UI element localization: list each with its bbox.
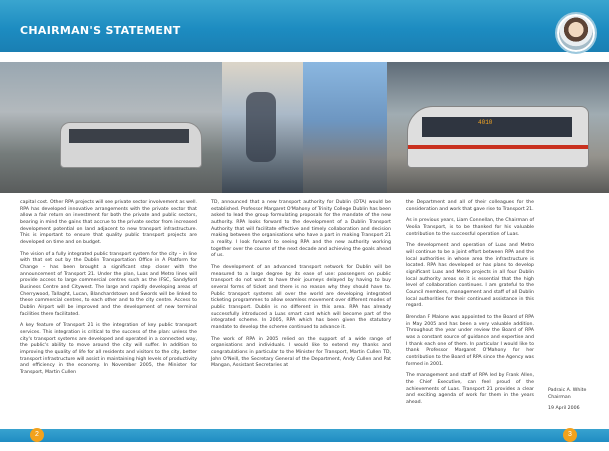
paragraph: As in previous years, Liam Connellan, the Chairman of Veolia Transport, is to be thanked for his valuable contribution to the successful operation of Luas. xyxy=(406,218,534,237)
blurred-commuter xyxy=(246,92,276,162)
signature-block xyxy=(548,388,603,412)
paragraph: Brendan F Malone was appointed to the Board of RPA in May 2005 and has been a very valuable addition. Throughout the year under review the Board of RPA was a constant source of guidance and expertise and I thank each one of them. In particular I would like to thank Professor Margaret O'Mahony for her contribution to the Board of RPA since the Agency was formed in 2001. xyxy=(406,315,534,367)
text-column-1 xyxy=(20,200,197,382)
text-column-3 xyxy=(406,200,534,412)
paragraph: The management and staff of RPA led by Frank Allen, the Chief Executive, can feel proud of the achievements of Luas. Transport 21 provides a clear and exciting agenda of work for them in the years ahead. xyxy=(406,373,534,406)
photo-tram-4010 xyxy=(387,62,609,193)
paragraph: capital cost. Other RPA projects will see private sector involvement as well. RPA has developed innovative arrangements with the private sector that allow a fair return on investment for both the private and public sectors, bearing in mind the gains that accrue to the private sector from increased development potential on land adjacent to new transport infrastructure. This is important to ensure that quality public transport projects are developed on time and on budget. xyxy=(20,200,197,246)
paragraph: The vision of a fully integrated public transport system for the city – in line with that set out by the Dublin Transportation Office in A Platform for Change – has been brought a significant step closer with the announcement of Transport 21. Under the plan, Luas and Metro lines will provide access to large commercial centres such as the IFSC, Sandyford Business Centre and Citywest. The large and rapidly developing areas of Cherrywood, Tallaght, Lucan, Blanchardstown and Swords will be linked to these commercial centres, to each other and to the city centre. Access to Dublin Airport will be improved and the development of new terminal facilities there facilitated. xyxy=(20,251,197,317)
photo-strip xyxy=(0,62,609,193)
paragraph: the Department and all of their colleagues for the consideration and work that gave rise to Transport 21. xyxy=(406,200,534,212)
paragraph: The development of an advanced transport network for Dublin will be measured to a large degree by its ease of use: passengers on public transport do not want to have their journeys delayed by having to buy several forms of ticket and there is no reason why they should have to. Public transport systems all over the world are developing integrated ticketing programmes to allow seamless movement over different modes of public transport. Dublin is no different in this area. RPA has already successfully introduced a Luas smart card which will become part of the integrated scheme. In 2005, RPA which has been given the statutory mandate to develop the scheme continued to advance it. xyxy=(211,265,391,331)
signature-date: 19 April 2006 xyxy=(548,405,580,411)
page-number-left: 2 xyxy=(30,428,44,442)
photo-escalator xyxy=(222,62,303,193)
tram-right xyxy=(407,106,589,168)
photo-tram-street xyxy=(0,62,222,193)
signature-role: Chairman xyxy=(548,394,571,400)
paragraph: The work of RPA in 2005 relied on the support of a wide range of organisations and individuals. I would like to extend my thanks and congratulations in particular to the Minister for Transport, Martin Cullen TD, John O'Neill, the Secretary General of the Department, Andy Cullen and Pat Mangan, Assistant Secretaries at xyxy=(211,336,391,369)
text-column-2 xyxy=(211,200,391,375)
signature-name: Padraic A. White xyxy=(548,388,587,393)
page-title: CHAIRMAN'S STATEMENT xyxy=(20,24,181,37)
header-bar xyxy=(0,0,609,52)
page-number-right: 3 xyxy=(563,428,577,442)
chairman-portrait xyxy=(557,14,595,52)
paragraph: TD, announced that a new transport authority for Dublin (DTA) would be established. Professor Margaret O'Mahony of Trinity College Dublin has been asked to lead the group formulating proposals for the mandate of the new authority. RPA looks forward to the development of a Dublin Transport Authority that will facilitate effective and timely collaboration and decision making between the organisations who have a part in making Transport 21 a reality. I look forward to seeing RPA and the new authority working together over the course of the next decade and achieving the goals ahead of us. xyxy=(211,200,391,259)
tram-left xyxy=(60,122,202,168)
tram-number: 4010 xyxy=(478,119,493,126)
footer-bar xyxy=(0,429,609,442)
paragraph: The development and operation of Luas and Metro will continue to be a joint effort between RPA and the local authorities in whose area the infrastructure is located. RPA has developed or has plans to develop significant Luas and Metro projects in all four Dublin local authority areas so it is essential that the high level of collaboration continues. I am grateful to the Council members, management and staff of all Dublin local authorities for their continued assistance in this regard. xyxy=(406,243,534,309)
photo-canopy xyxy=(303,62,387,193)
paragraph: A key feature of Transport 21 is the integration of key public transport services. This integration is critical to the success of the plan: unless the city's transport systems are developed and operated in a connected way, the public's ability to move around the city will suffer. In addition to improving the quality of life for all residents and visitors to the city, better transport infrastructure will assist in maintaining high levels of productivity and efficiency in the economy. In November 2005, the Minister for Transport, Martin Cullen xyxy=(20,323,197,376)
